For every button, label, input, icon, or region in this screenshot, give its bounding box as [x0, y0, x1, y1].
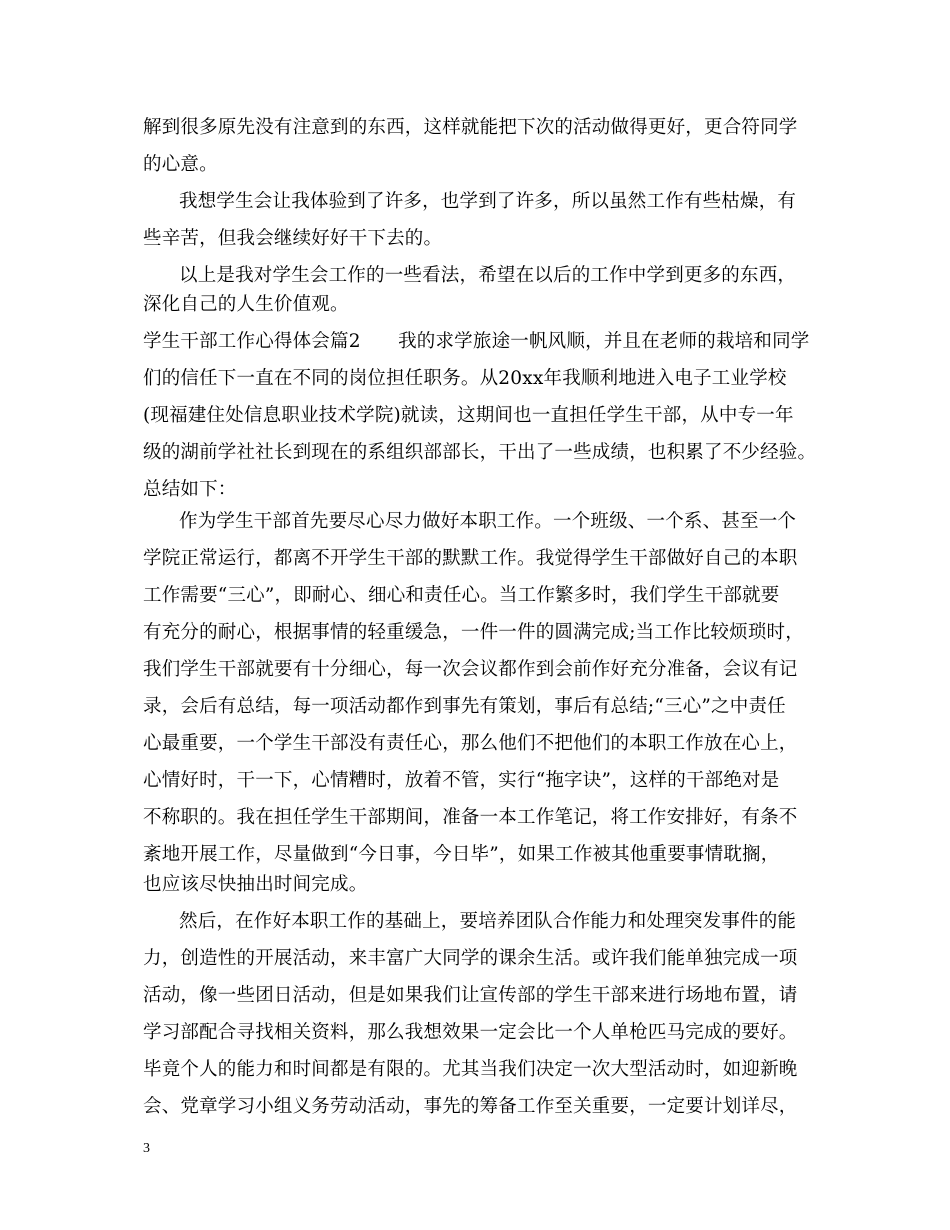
text-line: 的心意。 [143, 154, 218, 175]
text-line: 解到很多原先没有注意到的东西，这样就能把下次的活动做得更好，更合符同学 [143, 117, 798, 138]
text-line: 活动，像一些团日活动，但是如果我们让宣传部的学生干部来进行场地布置，请 [143, 985, 798, 1006]
text-line: 级的湖前学社社长到现在的系组织部部长，干出了一些成绩，也积累了不少经验。 [143, 442, 817, 463]
text-line: 心情好时，干一下，心情糟时，放着不管，实行“拖字诀”，这样的干部绝对是 [143, 770, 780, 791]
text-line: 心最重要，一个学生干部没有责任心，那么他们不把他们的本职工作放在心上， [143, 733, 798, 754]
text-line: 我想学生会让我体验到了许多，也学到了许多，所以虽然工作有些枯燥，有 [179, 191, 797, 212]
text-line: 不称职的。我在担任学生干部期间，准备一本工作笔记，将工作安排好，有条不 [143, 807, 798, 828]
section-heading-line: 学生干部工作心得体会篇2 我的求学旅途一帆风顺，并且在老师的栽培和同学 [143, 331, 810, 352]
text-line: 学院正常运行，都离不开学生干部的默默工作。我觉得学生干部做好自己的本职 [143, 548, 798, 569]
text-line: 些辛苦，但我会继续好好干下去的。 [143, 228, 443, 249]
text-line: 我们学生干部就要有十分细心，每一次会议都作到会前作好充分准备，会议有记 [143, 659, 798, 680]
text-line: 以上是我对学生会工作的一些看法，希望在以后的工作中学到更多的东西， [179, 265, 797, 286]
text-line: 工作需要“三心”，即耐心、细心和责任心。当工作繁多时，我们学生干部就要 [143, 585, 780, 606]
text-line: 然后，在作好本职工作的基础上，要培养团队合作能力和处理突发事件的能 [179, 911, 797, 932]
text-line: 总结如下： [143, 479, 237, 500]
text-line: 有充分的耐心，根据事情的轻重缓急，一件一件的圆满完成;当工作比较烦琐时， [143, 622, 804, 643]
page-number: 3 [143, 1141, 150, 1156]
text-line: 深化自己的人生价值观。 [143, 294, 349, 315]
text-line: 们的信任下一直在不同的岗位担任职务。从20xx年我顺利地进入电子工业学校 [143, 368, 787, 389]
text-line: 力，创造性的开展活动，来丰富广大同学的课余生活。或许我们能单独完成一项 [143, 948, 798, 969]
text-line: 录，会后有总结，每一项活动都作到事先有策划，事后有总结;“三心”之中责任 [143, 696, 786, 717]
text-line: 也应该尽快抽出时间完成。 [143, 874, 368, 895]
text-line: 作为学生干部首先要尽心尽力做好本职工作。一个班级、一个系、甚至一个 [179, 511, 797, 532]
text-line: (现福建住处信息职业技术学院)就读，这期间也一直担任学生干部，从中专一年 [143, 405, 794, 426]
text-line: 会、党章学习小组义务劳动活动，事先的筹备工作至关重要，一定要计划详尽， [143, 1096, 798, 1117]
text-line: 学习部配合寻找相关资料，那么我想效果一定会比一个人单枪匹马完成的要好。 [143, 1022, 798, 1043]
text-line: 毕竟个人的能力和时间都是有限的。尤其当我们决定一次大型活动时，如迎新晚 [143, 1059, 798, 1080]
text-line: 紊地开展工作，尽量做到“今日事，今日毕”，如果工作被其他重要事情耽搁， [143, 844, 780, 865]
